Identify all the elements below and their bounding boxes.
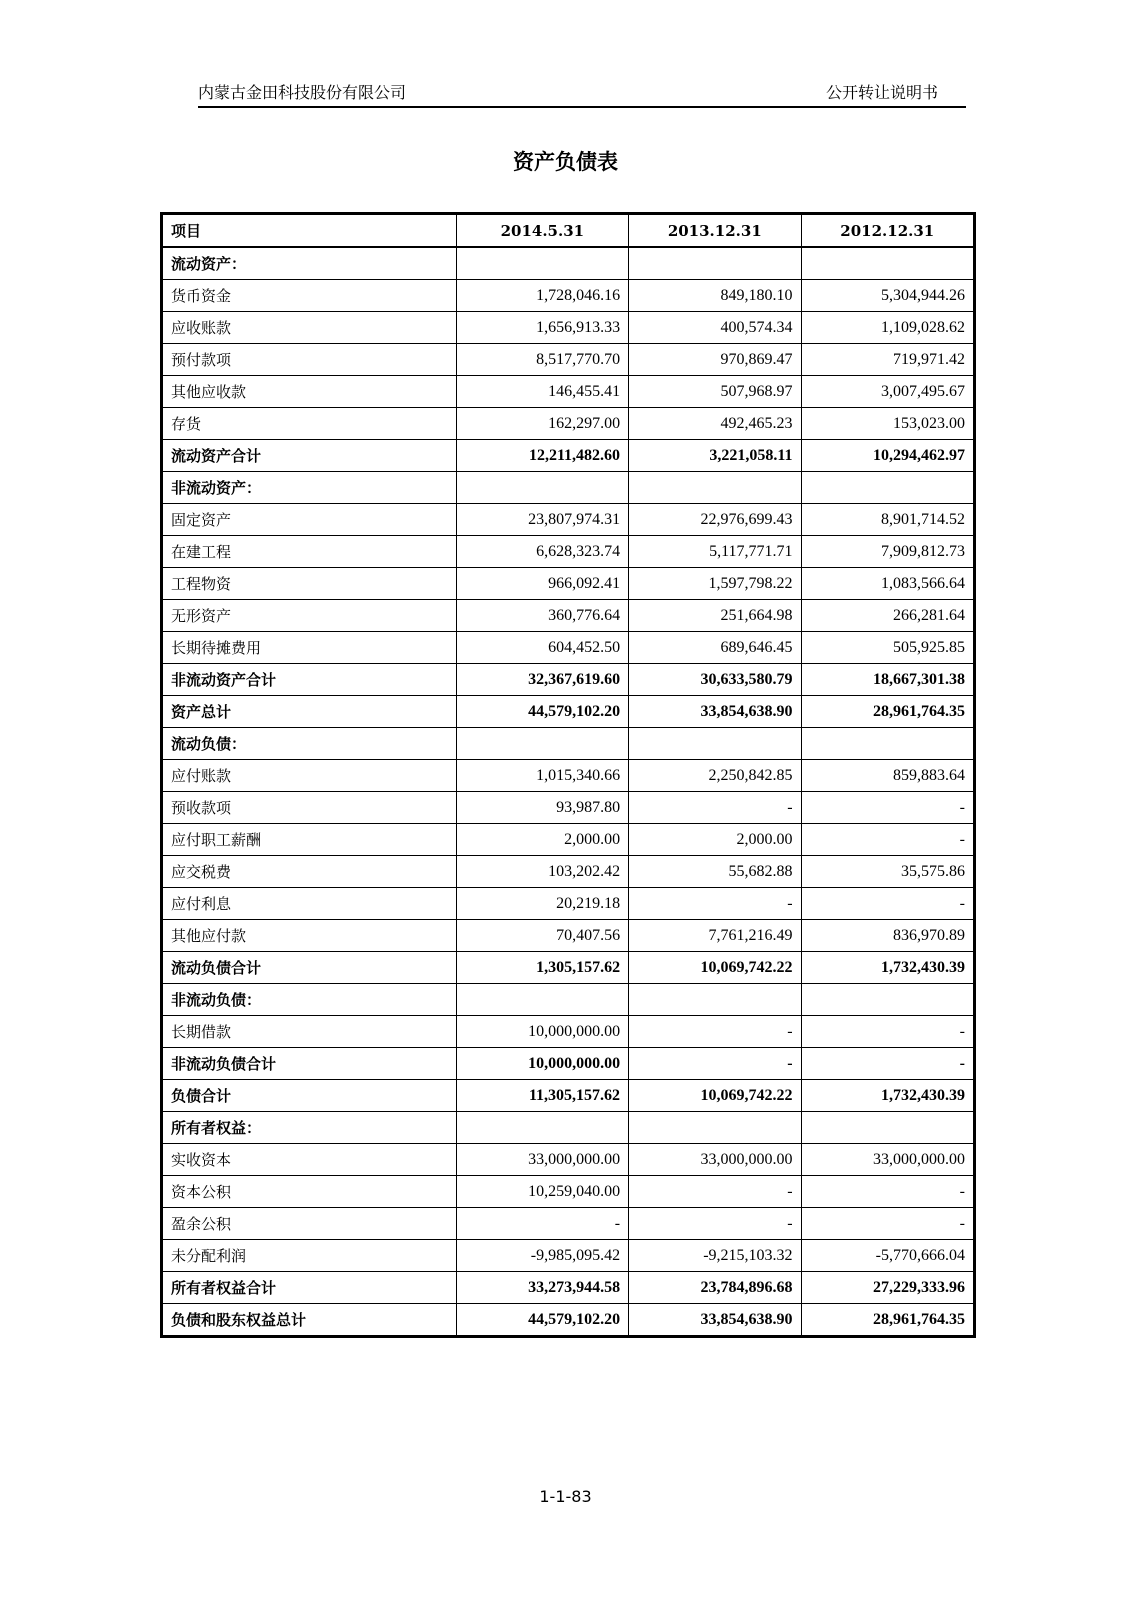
table-row [162, 760, 975, 792]
row-value [629, 1112, 801, 1144]
row-value [801, 728, 974, 760]
row-label: 非流动资产合计 [162, 664, 457, 696]
table-row [162, 1240, 975, 1272]
row-value: 1,305,157.62 [456, 952, 628, 984]
row-label: 在建工程 [162, 536, 457, 568]
table-row [162, 280, 975, 312]
row-value: 33,273,944.58 [456, 1272, 628, 1304]
row-label: 应付利息 [162, 888, 457, 920]
row-value: 3,007,495.67 [801, 376, 974, 408]
row-label: 无形资产 [162, 600, 457, 632]
row-value: - [629, 792, 801, 824]
balance-sheet-table [160, 212, 976, 1338]
row-value: -9,985,095.42 [456, 1240, 628, 1272]
row-label: 预收款项 [162, 792, 457, 824]
row-value: 7,761,216.49 [629, 920, 801, 952]
row-value: 2,000.00 [629, 824, 801, 856]
row-value: 10,259,040.00 [456, 1176, 628, 1208]
page-number: 1-1-83 [539, 1487, 592, 1506]
row-value: 10,069,742.22 [629, 952, 801, 984]
row-value: 70,407.56 [456, 920, 628, 952]
table-row [162, 632, 975, 664]
row-value: 689,646.45 [629, 632, 801, 664]
row-value: -5,770,666.04 [801, 1240, 974, 1272]
table-row [162, 1176, 975, 1208]
column-header-item: 项目 [162, 214, 457, 248]
row-value: - [629, 1176, 801, 1208]
row-value: 1,109,028.62 [801, 312, 974, 344]
table-row [162, 1112, 975, 1144]
row-value: 28,961,764.35 [801, 696, 974, 728]
row-label: 预付款项 [162, 344, 457, 376]
table-row [162, 984, 975, 1016]
page-title: 资产负债表 [513, 150, 618, 174]
row-label: 所有者权益： [162, 1112, 457, 1144]
table-row [162, 408, 975, 440]
row-value: - [801, 1016, 974, 1048]
row-value: 35,575.86 [801, 856, 974, 888]
row-value: 7,909,812.73 [801, 536, 974, 568]
row-value: 3,221,058.11 [629, 440, 801, 472]
row-value: 23,784,896.68 [629, 1272, 801, 1304]
row-value: 30,633,580.79 [629, 664, 801, 696]
row-value: 1,732,430.39 [801, 1080, 974, 1112]
row-value: 18,667,301.38 [801, 664, 974, 696]
table-row [162, 312, 975, 344]
row-value: 859,883.64 [801, 760, 974, 792]
row-label: 资产总计 [162, 696, 457, 728]
row-value: 604,452.50 [456, 632, 628, 664]
row-value: 5,117,771.71 [629, 536, 801, 568]
row-value: 10,069,742.22 [629, 1080, 801, 1112]
row-value: 33,854,638.90 [629, 696, 801, 728]
row-value: 1,732,430.39 [801, 952, 974, 984]
row-value: 360,776.64 [456, 600, 628, 632]
row-value: 505,925.85 [801, 632, 974, 664]
row-value: - [629, 1016, 801, 1048]
row-label: 负债和股东权益总计 [162, 1304, 457, 1337]
row-label: 工程物资 [162, 568, 457, 600]
row-value [629, 984, 801, 1016]
table-row [162, 247, 975, 280]
row-label: 固定资产 [162, 504, 457, 536]
row-value: 266,281.64 [801, 600, 974, 632]
row-value: 966,092.41 [456, 568, 628, 600]
table-row [162, 792, 975, 824]
table-row [162, 504, 975, 536]
table-row [162, 664, 975, 696]
row-value: 10,294,462.97 [801, 440, 974, 472]
row-value: - [801, 1208, 974, 1240]
row-value: 153,023.00 [801, 408, 974, 440]
table-row [162, 888, 975, 920]
table-row [162, 536, 975, 568]
table-row [162, 600, 975, 632]
row-label: 所有者权益合计 [162, 1272, 457, 1304]
row-value: 93,987.80 [456, 792, 628, 824]
row-value [629, 247, 801, 280]
row-value: - [629, 888, 801, 920]
row-value: -9,215,103.32 [629, 1240, 801, 1272]
table-row [162, 1272, 975, 1304]
row-label: 资本公积 [162, 1176, 457, 1208]
column-header-2014-5-31: 2014.5.31 [456, 214, 628, 248]
table-row [162, 344, 975, 376]
table-row [162, 696, 975, 728]
row-value: 6,628,323.74 [456, 536, 628, 568]
row-label: 其他应付款 [162, 920, 457, 952]
row-value: 33,000,000.00 [456, 1144, 628, 1176]
row-value: 970,869.47 [629, 344, 801, 376]
row-value: 12,211,482.60 [456, 440, 628, 472]
row-label: 实收资本 [162, 1144, 457, 1176]
row-value: 5,304,944.26 [801, 280, 974, 312]
row-value: 10,000,000.00 [456, 1016, 628, 1048]
row-label: 非流动负债： [162, 984, 457, 1016]
row-value: 8,901,714.52 [801, 504, 974, 536]
row-value: 162,297.00 [456, 408, 628, 440]
row-value [456, 728, 628, 760]
document-type: 公开转让说明书 [825, 83, 938, 102]
row-value [801, 247, 974, 280]
page-header [198, 76, 966, 108]
row-value: - [801, 824, 974, 856]
table-row [162, 1144, 975, 1176]
row-value: 849,180.10 [629, 280, 801, 312]
row-value: 1,656,913.33 [456, 312, 628, 344]
table-row [162, 952, 975, 984]
row-value: 33,000,000.00 [629, 1144, 801, 1176]
row-label: 非流动资产： [162, 472, 457, 504]
row-label: 应收账款 [162, 312, 457, 344]
row-value [456, 472, 628, 504]
row-label: 盈余公积 [162, 1208, 457, 1240]
row-value: 33,000,000.00 [801, 1144, 974, 1176]
row-label: 长期待摊费用 [162, 632, 457, 664]
row-value: - [801, 888, 974, 920]
row-label: 流动负债合计 [162, 952, 457, 984]
table-row [162, 824, 975, 856]
row-label: 存货 [162, 408, 457, 440]
row-value [629, 728, 801, 760]
table-row [162, 472, 975, 504]
table-row [162, 920, 975, 952]
column-header-2013-12-31: 2013.12.31 [629, 214, 801, 248]
row-value: 44,579,102.20 [456, 1304, 628, 1337]
row-value [629, 472, 801, 504]
table-row [162, 440, 975, 472]
row-value: 22,976,699.43 [629, 504, 801, 536]
row-label: 流动资产合计 [162, 440, 457, 472]
table-row [162, 1304, 975, 1337]
row-label: 流动负债： [162, 728, 457, 760]
row-value: 400,574.34 [629, 312, 801, 344]
table-row [162, 1016, 975, 1048]
row-value [801, 472, 974, 504]
row-label: 其他应收款 [162, 376, 457, 408]
row-value: 492,465.23 [629, 408, 801, 440]
row-value: 23,807,974.31 [456, 504, 628, 536]
row-value: - [801, 1048, 974, 1080]
row-value: 1,728,046.16 [456, 280, 628, 312]
row-value: 1,015,340.66 [456, 760, 628, 792]
row-value: 8,517,770.70 [456, 344, 628, 376]
row-value: 55,682.88 [629, 856, 801, 888]
row-value: - [629, 1048, 801, 1080]
balance-sheet-body [162, 214, 975, 1337]
row-label: 负债合计 [162, 1080, 457, 1112]
table-row [162, 1048, 975, 1080]
row-label: 应交税费 [162, 856, 457, 888]
row-value: 251,664.98 [629, 600, 801, 632]
company-name: 内蒙古金田科技股份有限公司 [198, 83, 407, 102]
table-row [162, 1080, 975, 1112]
row-value: 103,202.42 [456, 856, 628, 888]
row-value: 146,455.41 [456, 376, 628, 408]
table-row [162, 376, 975, 408]
row-value: - [801, 1176, 974, 1208]
row-value: 507,968.97 [629, 376, 801, 408]
table-row [162, 856, 975, 888]
row-value: 2,000.00 [456, 824, 628, 856]
row-value: 33,854,638.90 [629, 1304, 801, 1337]
row-value: 719,971.42 [801, 344, 974, 376]
row-label: 流动资产： [162, 247, 457, 280]
row-value: 836,970.89 [801, 920, 974, 952]
row-label: 非流动负债合计 [162, 1048, 457, 1080]
row-value: 10,000,000.00 [456, 1048, 628, 1080]
row-value: - [801, 792, 974, 824]
row-value: - [629, 1208, 801, 1240]
row-label: 应付账款 [162, 760, 457, 792]
row-value: 2,250,842.85 [629, 760, 801, 792]
table-row [162, 568, 975, 600]
row-value: 28,961,764.35 [801, 1304, 974, 1337]
table-row [162, 728, 975, 760]
row-label: 应付职工薪酬 [162, 824, 457, 856]
row-value [456, 1112, 628, 1144]
row-label: 未分配利润 [162, 1240, 457, 1272]
row-label: 货币资金 [162, 280, 457, 312]
row-value [801, 1112, 974, 1144]
row-value [456, 984, 628, 1016]
row-value [801, 984, 974, 1016]
column-header-2012-12-31: 2012.12.31 [801, 214, 974, 248]
row-value: 44,579,102.20 [456, 696, 628, 728]
row-value [456, 247, 628, 280]
row-value: 1,083,566.64 [801, 568, 974, 600]
row-value: 27,229,333.96 [801, 1272, 974, 1304]
row-value: 20,219.18 [456, 888, 628, 920]
row-label: 长期借款 [162, 1016, 457, 1048]
table-header-row [162, 214, 975, 248]
table-row [162, 1208, 975, 1240]
row-value: 1,597,798.22 [629, 568, 801, 600]
row-value: - [456, 1208, 628, 1240]
row-value: 32,367,619.60 [456, 664, 628, 696]
row-value: 11,305,157.62 [456, 1080, 628, 1112]
